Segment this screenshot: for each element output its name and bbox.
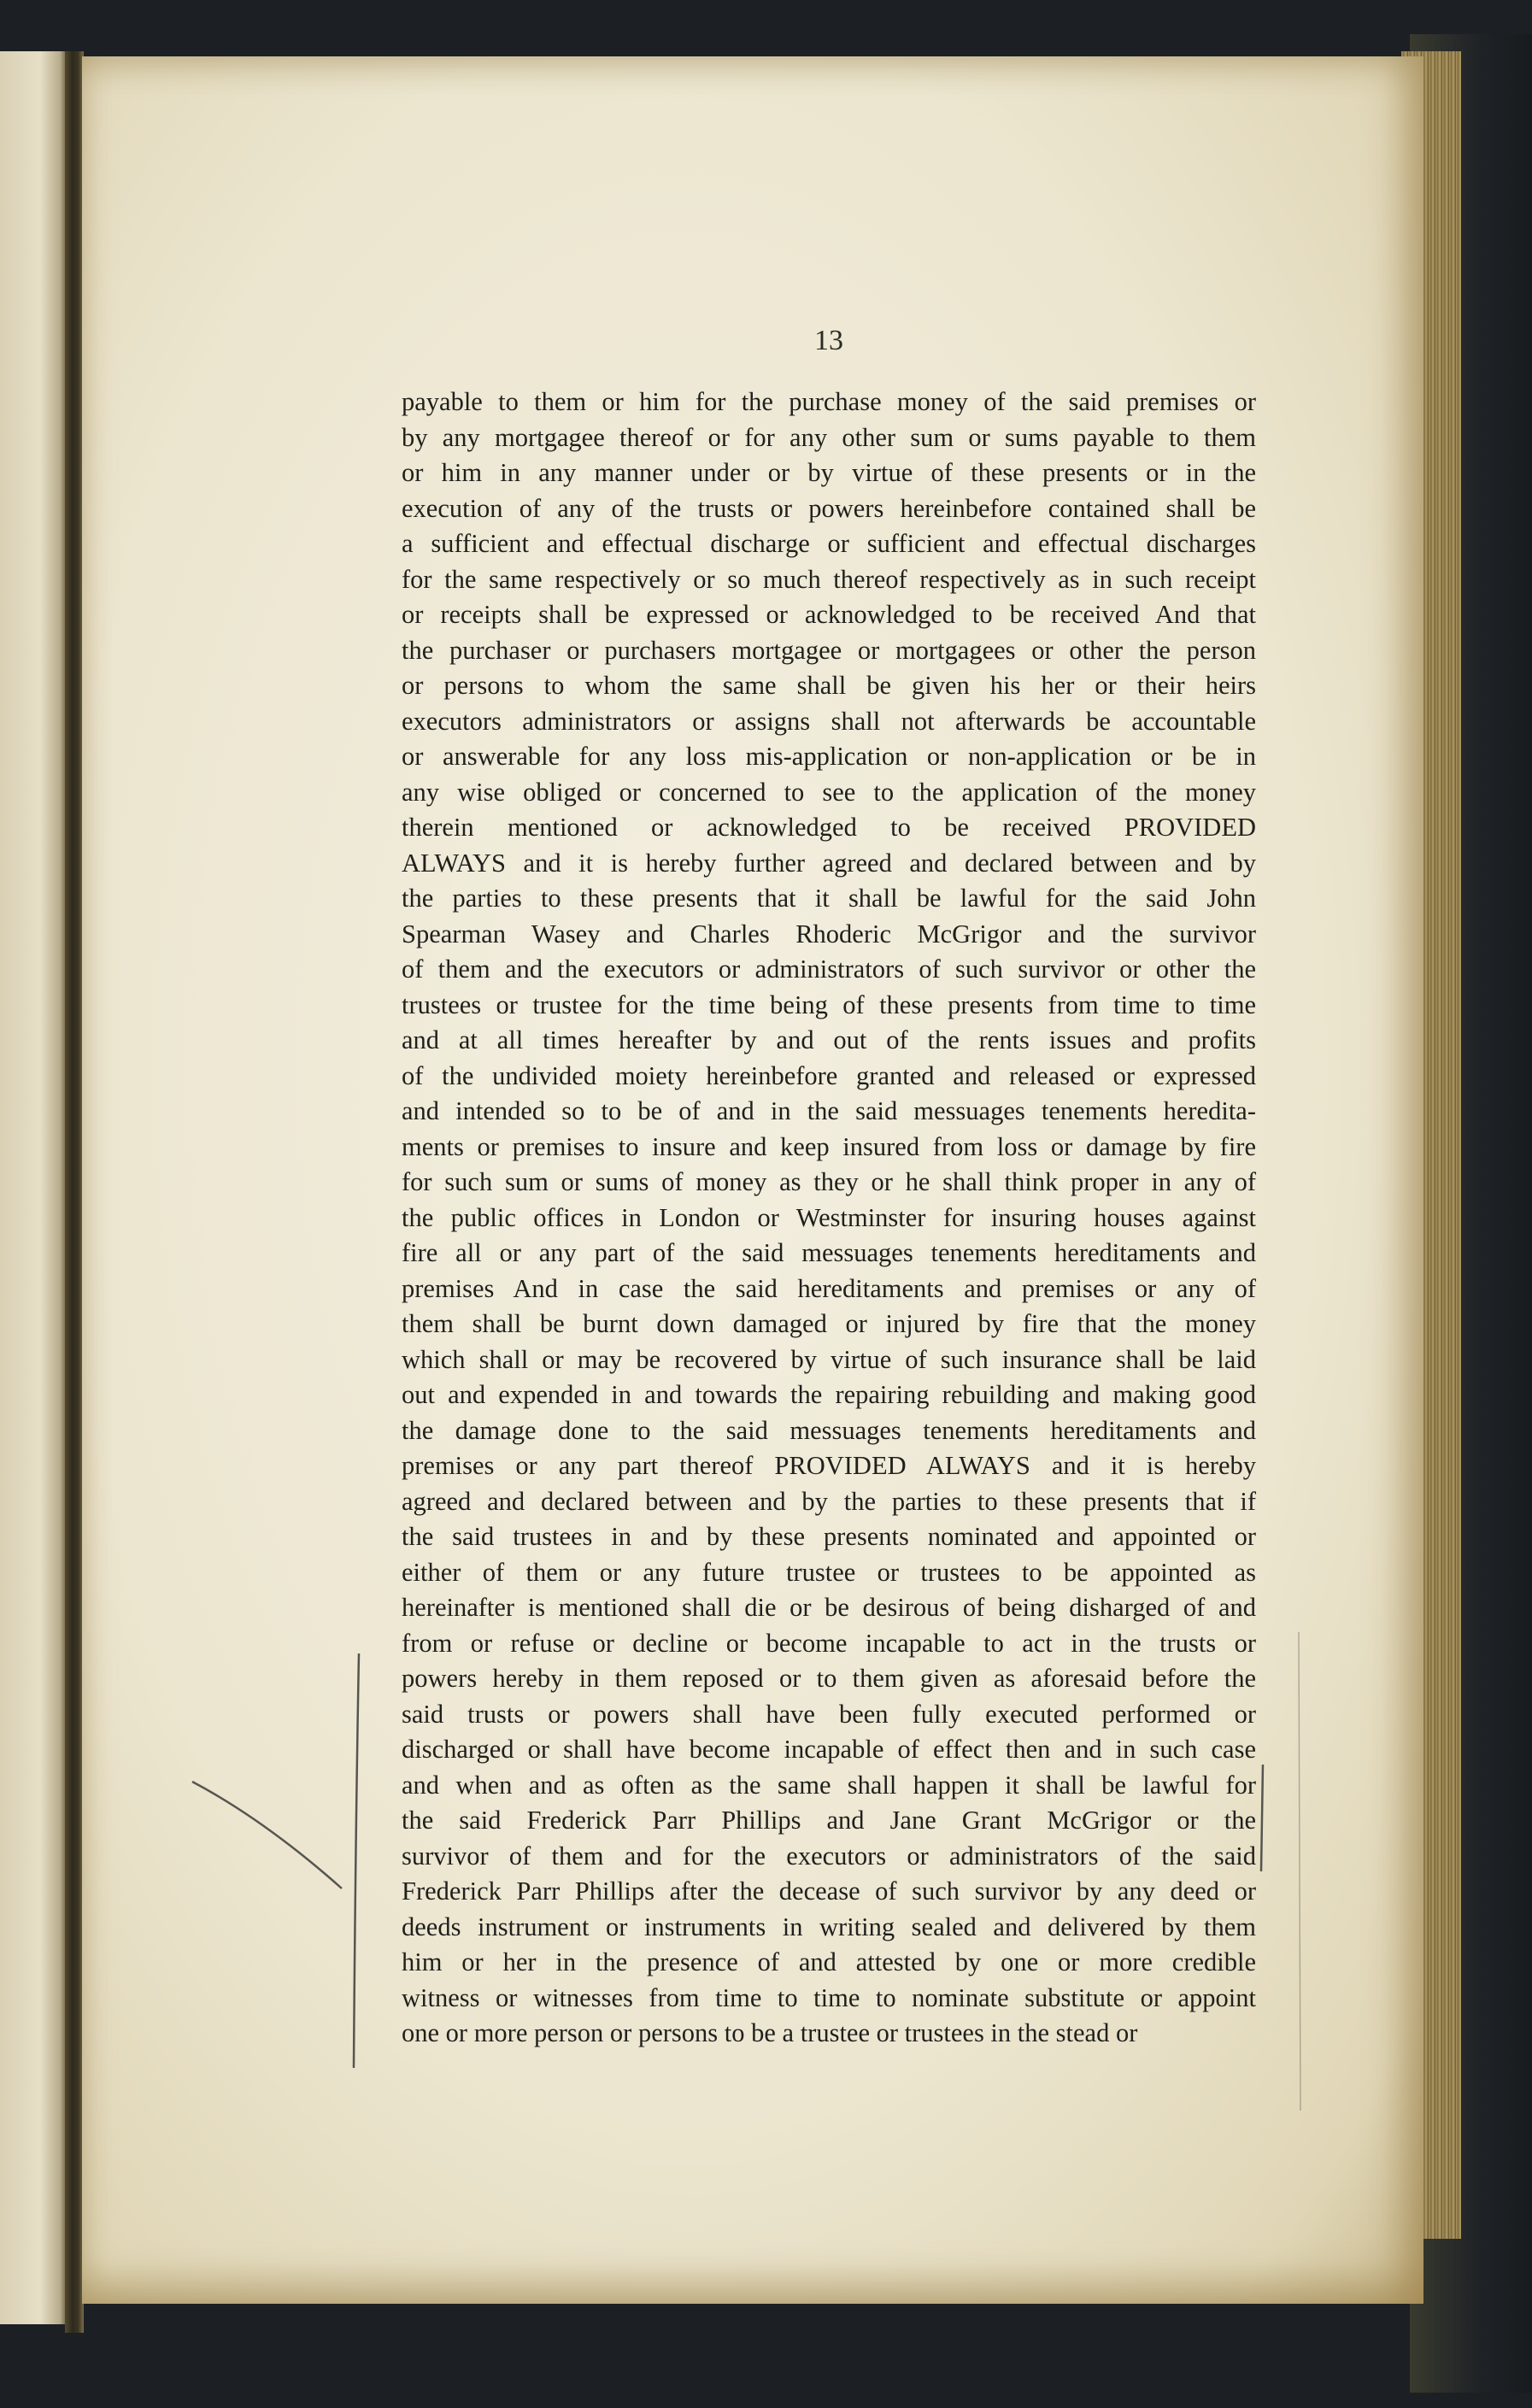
text-line: from or refuse or decline or become incapable to act in the trusts or [402,1628,1256,1658]
text-line: premises or any part thereof PROVIDED ALWAYS and it is hereby [402,1451,1256,1480]
text-line: or persons to whom the same shall be given his her or their heirs [402,671,1256,700]
text-line: trustees or trustee for the time being of these presents from time to time [402,990,1256,1019]
text-line: the said Frederick Parr Phillips and Jane Grant McGrigor or the [402,1806,1256,1835]
text-line: premises And in case the said hereditaments and premises or any of [402,1273,1256,1303]
text-line: Spearman Wasey and Charles Rhoderic McGrigor and the survivor [402,919,1256,949]
text-line: and when and as often as the same shall happen it shall be lawful for [402,1770,1256,1800]
text-line: and at all times hereafter by and out of the rents issues and profits [402,1025,1256,1054]
text-line: of the undivided moiety hereinbefore granted and released or expressed [402,1060,1256,1090]
text-line: and intended so to be of and in the said messuages tenements heredita- [402,1096,1256,1125]
text-line: discharged or shall have become incapable of effect then and in such case [402,1735,1256,1764]
text-line: agreed and declared between and by the parties to these presents that if [402,1486,1256,1516]
text-line: therein mentioned or acknowledged to be received PROVIDED [402,813,1256,842]
text-line: the purchaser or purchasers mortgagee or mortgagees or other the person [402,635,1256,665]
text-line: a sufficient and effectual discharge or sufficient and effectual discharges [402,529,1256,558]
text-line: them shall be burnt down damaged or injured by fire that the money [402,1309,1256,1338]
text-line: by any mortgagee thereof or for any other sum or sums payable to them [402,422,1256,452]
text-line: or answerable for any loss mis-application or non-application or be in [402,742,1256,771]
text-line: fire all or any part of the said messuages tenements hereditaments and [402,1238,1256,1267]
page-number: 13 [814,325,843,356]
text-line: witness or witnesses from time to time to nominate substitute or appoint [402,1982,1256,2012]
text-line: or receipts shall be expressed or acknowledged to be received And that [402,600,1256,629]
text-line: out and expended in and towards the repairing rebuilding and making good [402,1380,1256,1409]
text-line: payable to them or him for the purchase money of the said premises or [402,387,1256,416]
text-line: which shall or may be recovered by virtue of such insurance shall be laid [402,1344,1256,1374]
text-line: deeds instrument or instruments in writing sealed and delivered by them [402,1912,1256,1941]
text-line: the public offices in London or Westminster for insuring houses against [402,1202,1256,1232]
text-line: survivor of them and for the executors or administrators of the said [402,1841,1256,1871]
facing-page-edge [0,51,67,2324]
text-line: or him in any manner under or by virtue of these presents or in the [402,458,1256,487]
body-text [402,385,1256,2052]
text-line: ALWAYS and it is hereby further agreed and declared between and by [402,848,1256,878]
text-line: execution of any of the trusts or powers hereinbefore contained shall be [402,493,1256,523]
text-line: any wise obliged or concerned to see to the application of the money [402,777,1256,807]
text-line: executors administrators or assigns shall not afterwards be accountable [402,706,1256,736]
text-line: him or her in the presence of and attested by one or more credible [402,1947,1256,1976]
text-line: the said trustees in and by these presents nominated and appointed or [402,1522,1256,1551]
text-line: hereinafter is mentioned shall die or be desirous of being disharged of and [402,1593,1256,1622]
text-line: ments or premises to insure and keep insured from loss or damage by fire [402,1131,1256,1161]
text-line: the damage done to the said messuages tenements hereditaments and [402,1415,1256,1445]
text-line: said trusts or powers shall have been fully executed performed or [402,1699,1256,1729]
text-line: powers hereby in them reposed or to them given as aforesaid before the [402,1664,1256,1693]
text-line: either of them or any future trustee or trustees to be appointed as [402,1557,1256,1587]
book-gutter [65,51,84,2333]
text-line: one or more person or persons to be a trustee or trustees in the stead or [402,2018,1138,2047]
text-line: of them and the executors or administrators of such survivor or other the [402,954,1256,984]
text-line: for the same respectively or so much thereof respectively as in such receipt [402,564,1256,594]
text-line: for such sum or sums of money as they or he shall think proper in any of [402,1167,1256,1196]
text-line: Frederick Parr Phillips after the decease of such survivor by any deed or [402,1876,1256,1906]
text-line: the parties to these presents that it shall be lawful for the said John [402,884,1256,913]
